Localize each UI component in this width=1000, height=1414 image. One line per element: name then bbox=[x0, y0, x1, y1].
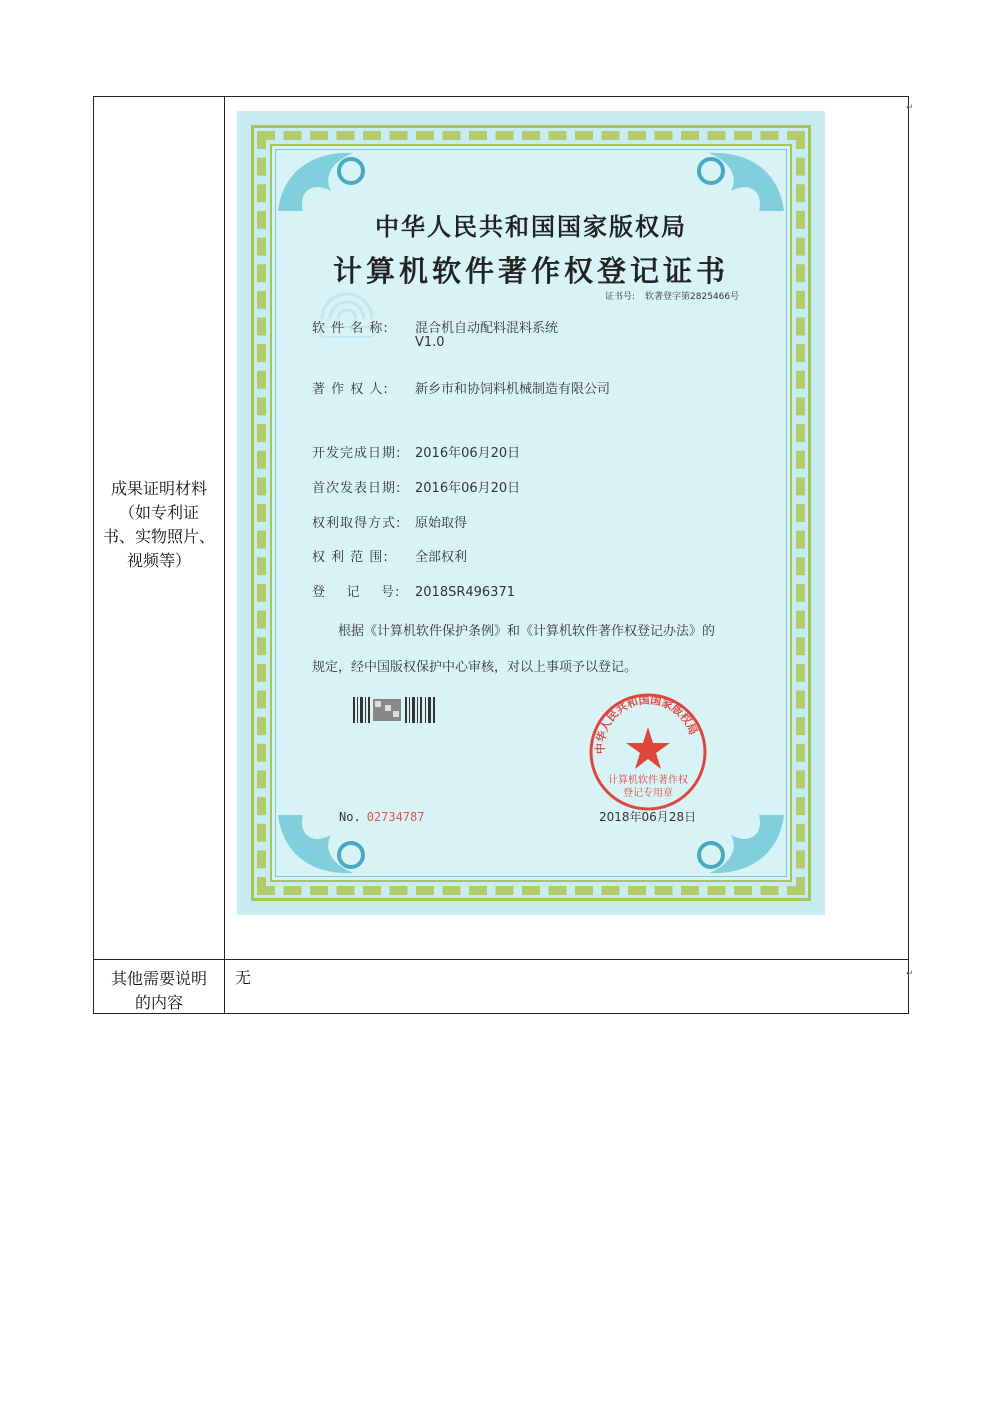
field-value: 2018SR496371 bbox=[415, 585, 515, 600]
other-notes-value: 无 bbox=[235, 968, 252, 987]
barcode-icon bbox=[353, 697, 437, 723]
field-registration-number bbox=[312, 581, 515, 600]
label-line: 书、实物照片、 bbox=[102, 527, 215, 546]
official-seal bbox=[587, 691, 709, 813]
field-value: 全部权利 bbox=[415, 550, 468, 565]
field-label: 著 作 权 人: bbox=[312, 382, 389, 397]
field-value: 2016年06月20日 bbox=[415, 481, 521, 496]
software-version: V1.0 bbox=[415, 335, 445, 350]
seal-ring-text: 中华人民共和国国家版权局 bbox=[593, 693, 700, 755]
field-label: 权 利 范 围: bbox=[312, 550, 389, 565]
field-development-date bbox=[312, 442, 520, 461]
achievement-proof-label bbox=[94, 477, 224, 573]
column-divider bbox=[224, 97, 225, 1013]
field-label: 软 件 名 称: bbox=[312, 321, 389, 336]
row-divider bbox=[94, 959, 908, 960]
field-label: 权利取得方式: bbox=[312, 516, 402, 531]
label-line: 其他需要说明 bbox=[110, 969, 207, 988]
label-line: 成果证明材料 bbox=[110, 479, 207, 498]
paragraph-mark: ↵ bbox=[906, 103, 914, 113]
seal-star-icon bbox=[626, 727, 670, 769]
certificate-number bbox=[605, 289, 739, 302]
certificate-title: 计算机软件著作权登记证书 bbox=[332, 254, 729, 288]
certificate-number-value: 软著登字第2825466号 bbox=[645, 292, 740, 302]
field-value: 新乡市和协饲料机械制造有限公司 bbox=[415, 382, 611, 397]
serial-value: 02734787 bbox=[366, 810, 425, 824]
field-acquisition-method bbox=[312, 512, 467, 531]
serial-label: No. bbox=[339, 810, 361, 824]
field-value: 原始取得 bbox=[415, 516, 468, 531]
seal-text-line-1: 计算机软件著作权 bbox=[608, 775, 688, 786]
certificate-authority: 中华人民共和国国家版权局 bbox=[375, 212, 687, 241]
field-label: 开发完成日期: bbox=[312, 446, 402, 461]
label-line: （如专利证 bbox=[118, 503, 199, 522]
serial-number bbox=[339, 810, 424, 824]
paragraph-mark: ↵ bbox=[906, 969, 914, 979]
field-publication-date bbox=[312, 477, 520, 496]
statement-line-1: 根据《计算机软件保护条例》和《计算机软件著作权登记办法》的 bbox=[338, 624, 716, 639]
field-value: 混合机自动配料混料系统 bbox=[415, 321, 559, 336]
issue-date: 2018年06月28日 bbox=[599, 810, 697, 824]
statement-line-2: 规定，经中国版权保护中心审核，对以上事项予以登记。 bbox=[312, 660, 638, 675]
label-line: 的内容 bbox=[134, 993, 183, 1012]
field-copyright-owner bbox=[312, 378, 610, 397]
other-notes-label bbox=[94, 967, 224, 1015]
field-rights-scope bbox=[312, 546, 467, 565]
field-software-name bbox=[312, 317, 558, 336]
software-copyright-certificate bbox=[237, 111, 825, 915]
field-label: 首次发表日期: bbox=[312, 481, 402, 496]
certificate-number-label: 证书号: bbox=[605, 292, 636, 302]
field-label: 登 记 号: bbox=[312, 585, 401, 600]
label-line: 视频等） bbox=[126, 551, 191, 570]
field-value: 2016年06月20日 bbox=[415, 446, 521, 461]
seal-text-line-2: 登记专用章 bbox=[623, 788, 673, 799]
